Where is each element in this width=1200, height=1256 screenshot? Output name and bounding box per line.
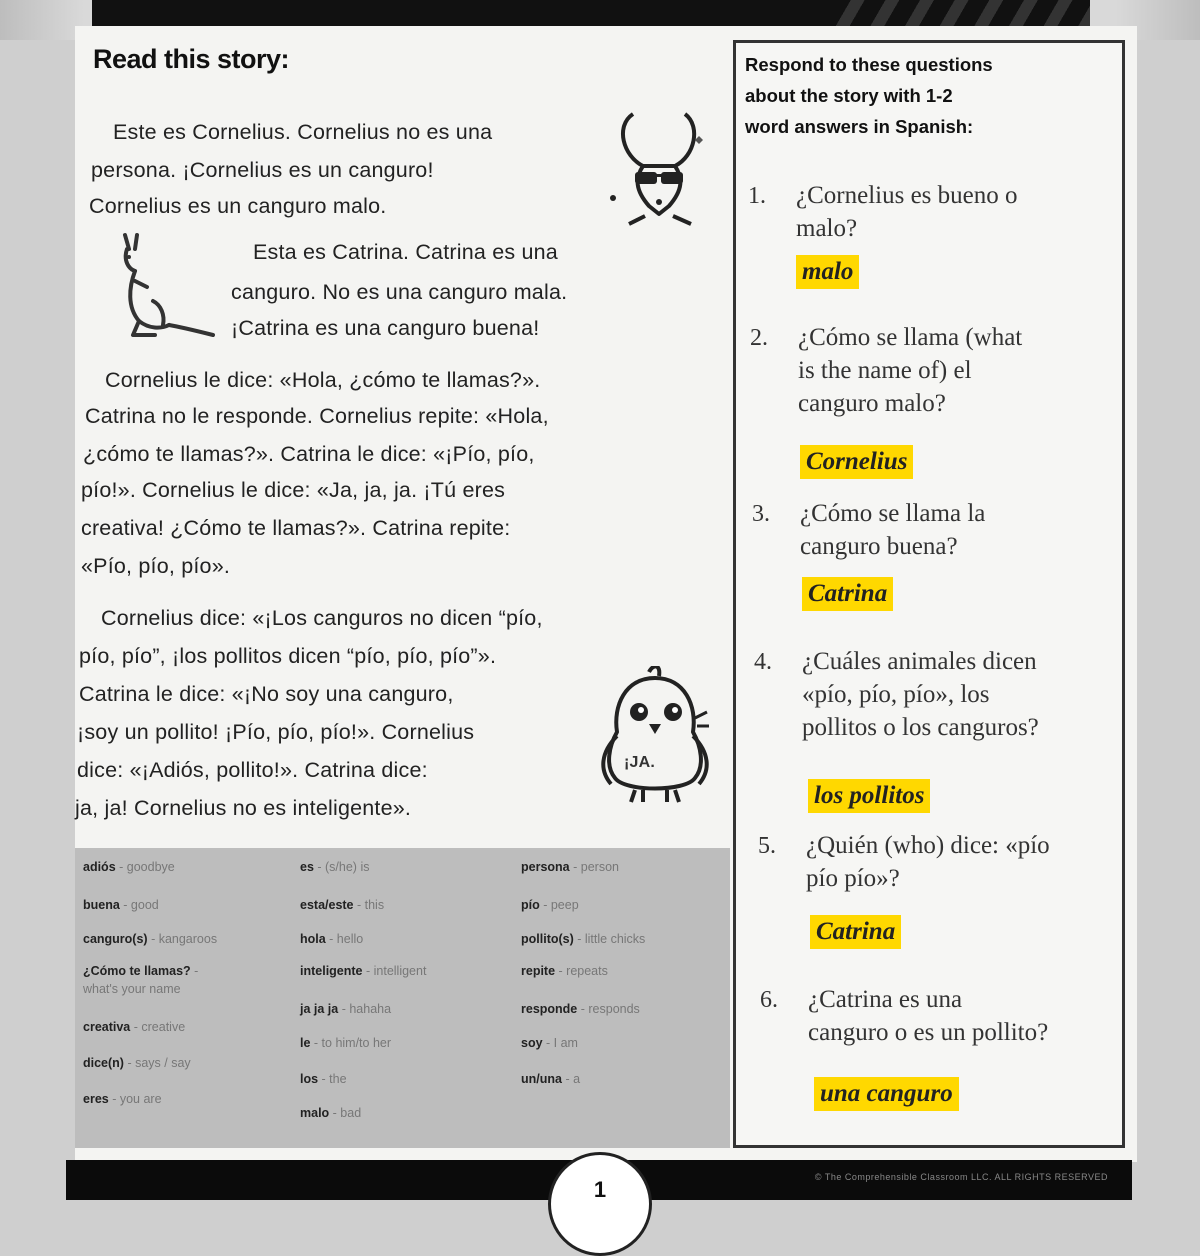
header-bar [92, 0, 1090, 26]
story-line: Catrina no le responde. Cornelius repite: «Hola, [85, 404, 549, 428]
story-line: ja, ja! Cornelius no es inteligente». [75, 796, 412, 820]
vocab-item: repite - repeats [521, 964, 608, 978]
question-number: 2. [750, 325, 768, 351]
question-text: ¿Cuáles animales dicen «pío, pío, pío», los pollitos o los canguros? [802, 648, 1039, 741]
chick-icon [595, 666, 715, 806]
questions-box [733, 40, 1125, 1148]
story-line: Catrina le dice: «¡No soy una canguro, [79, 682, 454, 706]
answer-highlight: malo [796, 255, 859, 289]
vocab-item: malo - bad [300, 1106, 362, 1120]
vocab-item: pollito(s) - little chicks [521, 932, 646, 946]
question-number: 1. [748, 183, 766, 209]
story-line: creativa! ¿Cómo te llamas?». Catrina repite: [81, 516, 511, 540]
page-number: 1 [593, 1177, 607, 1202]
question-text: ¿Cómo se llama (what is the name of) el canguro malo? [798, 324, 1023, 417]
vocab-item: hola - hello [300, 932, 364, 946]
vocab-item: ¿Cómo te llamas? - [83, 964, 199, 978]
question-text: ¿Cómo se llama la canguro buena? [800, 500, 986, 560]
story-line: canguro. No es una canguro mala. [231, 280, 568, 304]
question-number: 5. [758, 833, 776, 859]
story-line: persona. ¡Cornelius es un canguro! [91, 158, 434, 182]
vocab-item: esta/este - this [300, 898, 385, 912]
vocab-item: es - (s/he) is [300, 860, 370, 874]
story-heading: Read this story: [93, 44, 290, 74]
answer-highlight: Catrina [810, 915, 901, 949]
vocab-item: buena - good [83, 898, 159, 912]
vocab-item: pío - peep [521, 898, 579, 912]
vocab-item: canguro(s) - kangaroos [83, 932, 218, 946]
story-line: ¿cómo te llamas?». Catrina le dice: «¡Pío, pío, [83, 442, 535, 466]
vocabulary-box [75, 848, 730, 1148]
answer-highlight: los pollitos [808, 779, 930, 813]
vocab-item: dice(n) - says / say [83, 1056, 191, 1070]
question-text: ¿Quién (who) dice: «pío pío pío»? [806, 832, 1050, 892]
kangaroo-icon [115, 231, 215, 341]
vocab-item: le - to him/to her [300, 1036, 392, 1050]
story-line: «Pío, pío, pío». [81, 554, 231, 578]
story-line: ¡Catrina es una canguro buena! [231, 316, 540, 340]
page-number-badge [548, 1152, 652, 1256]
story-line: ¡soy un pollito! ¡Pío, pío, pío!». Cornelius [77, 720, 475, 744]
vocab-item: creativa - creative [83, 1020, 186, 1034]
question-number: 6. [760, 987, 778, 1013]
vocab-item: los - the [300, 1072, 347, 1086]
story-line: pío!». Cornelius le dice: «Ja, ja, ja. ¡Tú eres [81, 478, 506, 502]
story-line: Cornelius es un canguro malo. [89, 194, 387, 218]
vocab-item: ja ja ja - hahaha [300, 1002, 392, 1016]
worksheet-page [75, 26, 1137, 1162]
vocab-item: soy - I am [521, 1036, 578, 1050]
story-line: dice: «¡Adiós, pollito!». Catrina dice: [77, 758, 428, 782]
question-number: 4. [754, 649, 772, 675]
story-line: Cornelius le dice: «Hola, ¿cómo te llamas?». [105, 368, 541, 392]
question-text: ¿Cornelius es bueno o malo? [796, 182, 1018, 242]
story-line: pío, pío”, ¡los pollitos dicen “pío, pío, pío”». [79, 644, 497, 668]
story-line: Esta es Catrina. Catrina es una [253, 240, 558, 264]
question-text: ¿Catrina es una canguro o es un pollito? [808, 986, 1049, 1046]
vocab-item: responde - responds [521, 1002, 640, 1016]
story-line: Cornelius dice: «¡Los canguros no dicen “pío, [101, 606, 543, 630]
answer-highlight: una canguro [814, 1077, 959, 1111]
questions-heading: Respond to these questions about the story with 1-2 word answers in Spanish: [745, 54, 993, 137]
header-pattern [830, 0, 1090, 26]
vocab-item: persona - person [521, 860, 619, 874]
answer-highlight: Cornelius [800, 445, 913, 479]
story-line: Este es Cornelius. Cornelius no es una [113, 120, 493, 144]
question-number: 3. [752, 501, 770, 527]
vocab-item: eres - you are [83, 1092, 162, 1106]
answer-highlight: Catrina [802, 577, 893, 611]
vocab-item: un/una - a [521, 1072, 581, 1086]
vocab-item: what's your name [83, 982, 181, 996]
vocab-item: inteligente - intelligent [300, 964, 427, 978]
kangaroo-sunglasses-icon [605, 106, 715, 226]
vocab-item: adiós - goodbye [83, 860, 175, 874]
chick-speech: ¡JA. [624, 754, 656, 771]
copyright-text: © The Comprehensible Classroom LLC. ALL RIGHTS RESERVED [814, 1172, 1108, 1182]
